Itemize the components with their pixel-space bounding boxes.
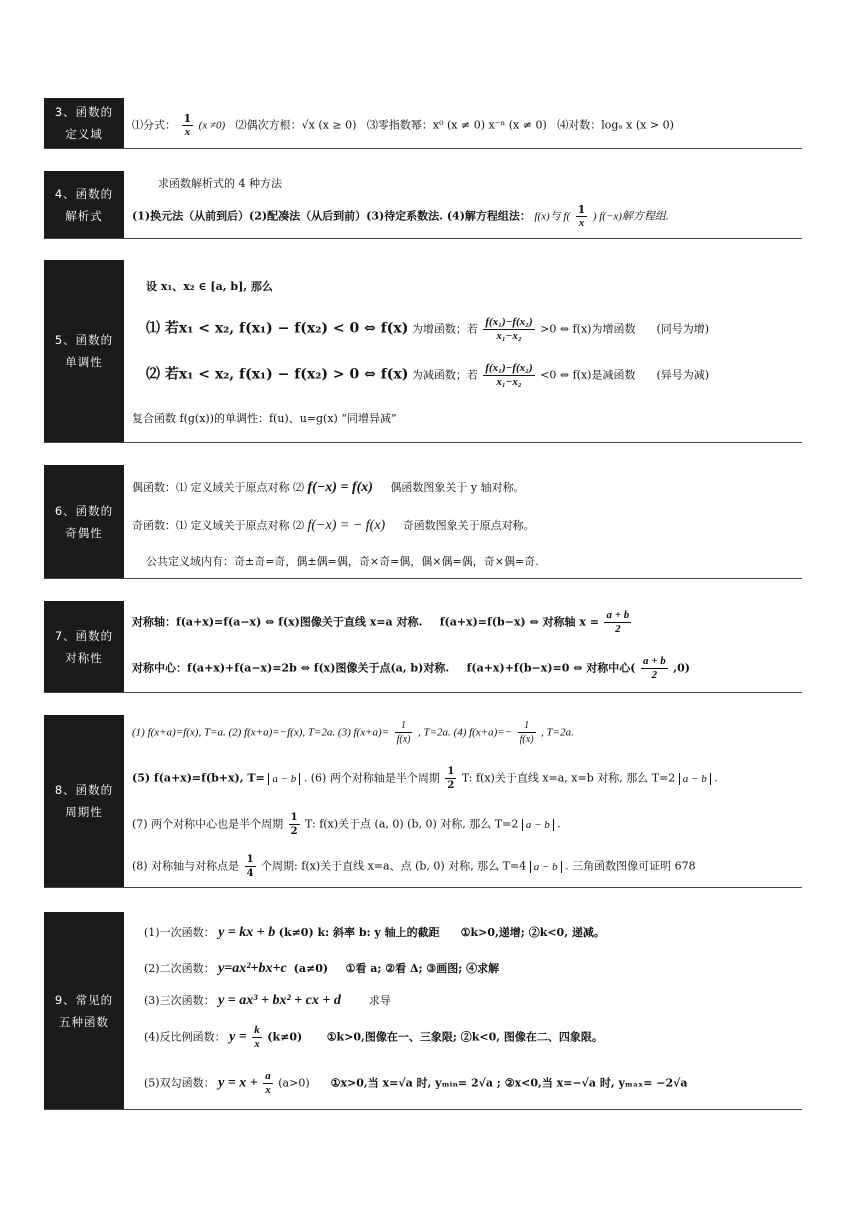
label-line-1: 6、函数的 [54,503,114,518]
section-label [44,98,124,148]
r1-b: , T=2a. (4) f(x+a)=− [417,726,513,739]
section-symmetry [44,601,802,693]
section-content [124,98,802,148]
numerator: a + b [606,609,630,621]
section-label [44,601,124,692]
fraction [245,853,256,880]
numerator: 1 [246,854,254,865]
section-label [44,260,124,442]
fraction [641,655,668,682]
center-a: 对称中心：f(a+x)+f(a−x)=2b ⇔ f(x)图像关于点(a, b)对称. [132,661,450,675]
quadratic-function-row [144,960,499,977]
f2-a: (2)二次函数： [144,962,215,975]
denominator: 2 [651,669,658,681]
fraction [576,203,588,230]
even-root-rule: ⑵偶次方根：√x (x ≥ 0) [235,118,357,132]
numerator: 1 [447,766,455,777]
denominator: f(x) [519,734,534,745]
f1-b: (k≠0) k: 斜率 b: y 轴上的截距 [278,926,440,939]
label-line-2: 五种函数 [59,1014,109,1029]
f4-b: (k≠0) [267,1030,303,1044]
label-line-1: 8、函数的 [54,783,114,797]
decreasing-right: <0 ⇔ f(x)是减函数 [540,368,636,382]
r3-b: T: f(x)关于点 (a, 0) (b, 0) 对称, 那么 T=2 [305,817,519,831]
even-b: 偶函数图象关于 y 轴对称。 [390,481,525,494]
fraction [483,362,534,389]
numerator: 1 [518,719,536,733]
f2-c: ①看 a; ②看 Δ; ③画图; ④求解 [345,962,500,975]
fraction [182,112,194,139]
label-line-1: 9、常见的 [54,992,114,1007]
denominator: x₁−x₂ [496,330,522,342]
f1-equation: y = kx + b [218,925,276,940]
r2-b: . (6) 两个对称轴是半个周期 [303,771,440,785]
composite-rule: 复合函数 f(g(x))的单调性：f(u)、u=g(x) “同增异减” [132,412,397,425]
f3-equation: y = ax³ + bx² + cx + d [218,993,341,1008]
section-period [44,715,802,888]
f4-equation-y: y = [229,1029,247,1045]
center-c: ,0) [673,661,690,675]
increasing-rule [146,316,709,343]
f5-b: (a>0) [278,1076,310,1090]
numerator: k [254,1024,260,1036]
f1-a: (1)一次函数： [144,926,215,939]
section-content [124,171,802,238]
section-five-functions [44,912,802,1110]
section-content [124,465,802,578]
even-a: 偶函数：⑴ 定义域关于原点对称 ⑵ [132,481,304,494]
f1-c: ①k>0,递增; ②k<0, 递减。 [460,926,605,939]
log-rule: ⑷对数：logₐ x (x > 0) [557,118,674,132]
symmetry-axis-rule [132,609,633,636]
label-line-1: 3、函数的 [54,105,114,119]
label-line-1: 7、函数的 [54,628,114,643]
decreasing-left: ⑵ 若x₁ < x₂, f(x₁) − f(x₂) > 0 ⇔ f(x) [146,366,409,383]
zero-power-rule: ⑶零指数幂：x⁰ (x ≠ 0) x⁻ⁿ (x ≠ 0) [366,118,547,132]
denominator: x [184,126,191,138]
f3-a: (3)三次函数： [144,994,215,1007]
even-equation: f(−x) = f(x) [307,480,373,495]
increasing-right: >0 ⇔ f(x)为增函数 [540,322,636,336]
abs-value: a − b [522,819,554,831]
fraction [483,316,534,343]
label-line-2: 单调性 [65,355,103,369]
r3-a: (7) 两个对称中心也是半个周期 [132,817,284,831]
denominator: x [254,1038,260,1050]
label-line-2: 对称性 [65,650,103,665]
label-line-1: 5、函数的 [54,333,114,347]
even-rule [132,479,525,496]
section-domain [44,98,802,149]
period-row-2 [132,765,718,792]
period-row-1 [132,719,574,746]
denominator: x [578,217,585,229]
numerator: 1 [290,812,298,823]
section-content [124,601,802,692]
inverse-function-row [144,1024,603,1051]
numerator: 1 [395,719,413,733]
abs-value: a − b [679,773,711,785]
r3-c: . [557,817,561,831]
odd-a: 奇函数：⑴ 定义域关于原点对称 ⑵ [132,519,304,532]
section-monotonic [44,260,802,443]
decreasing-mid: 为减函数；若 [411,368,478,382]
f5-equation: y = x + [218,1075,258,1091]
method-tail-b: ) f(−x)解方程组. [592,210,669,223]
methods-heading: 求函数解析式的 4 种方法 [158,177,282,190]
section-label [44,912,124,1109]
common-domain-rule: 公共定义域内有：奇±奇=奇，偶±偶=偶，奇×奇=偶，偶×偶=偶，奇×偶=奇. [146,555,539,568]
r2-c: T: f(x)关于直线 x=a, x=b 对称, 那么 T=2 [461,771,676,785]
double-hook-function-row [144,1070,688,1097]
denominator: 2 [290,826,298,837]
abs-value: a − b [268,773,300,785]
denominator: x [265,1084,271,1096]
denominator: 2 [615,623,621,635]
f4-c: ①k>0,图像在一、三象限; ②k<0, 图像在二、四象限。 [326,1030,603,1044]
odd-b: 奇函数图象关于原点对称。 [402,519,535,532]
denominator: 4 [246,868,254,879]
fraction-rule: ⑴分式： [132,118,176,132]
r1-c: , T=2a. [541,726,574,739]
section-analytic [44,171,802,239]
section-content [124,912,802,1109]
label-line-2: 定义域 [65,127,103,141]
label-line-1: 4、函数的 [54,186,114,201]
fraction [518,719,536,746]
axis-a: 对称轴：f(a+x)=f(a−x) ⇔ f(x)图像关于直线 x=a 对称. [132,615,423,629]
r2-d: . [714,771,718,785]
r4-c: . 三角函数图像可证明 678 [565,859,696,873]
monotonic-intro: 设 x₁、x₂ ∈ [a, b], 那么 [146,280,273,293]
r4-a: (8) 对称轴与对称点是 [132,859,240,873]
section-parity [44,465,802,579]
axis-b: f(a+x)=f(b−x) ⇔ 对称轴 x = [439,615,599,629]
section-content [124,260,802,442]
f2-equation: y=ax²+bx+c [218,961,287,976]
section-label [44,171,124,238]
r4-b: 个周期: f(x)关于直线 x=a、点 (b, 0) 对称, 那么 T=4 [261,859,527,873]
numerator: a + b [642,655,666,667]
label-line-2: 周期性 [65,805,103,819]
f5-c: ①x>0,当 x=√a 时, yₘᵢₙ= 2√a ; ②x<0,当 x=−√a 时, yₘₐₓ= −2√a [330,1076,688,1090]
odd-rule [132,517,535,534]
f3-b: 求导 [368,994,391,1007]
fraction [289,811,300,838]
numerator: f(x₁)−f(x₂) [485,362,533,374]
domain-row [132,112,674,139]
method-tail-a: f(x)与 f( [534,210,571,223]
fraction [395,719,413,746]
r1-a: (1) f(x+a)=f(x), T=a. (2) f(x+a)=−f(x), T=2a. (3) f(x+a)= [132,726,390,739]
period-row-3 [132,811,561,838]
denominator: 2 [447,780,455,791]
label-line-2: 解析式 [65,208,103,223]
abs-value: a − b [530,861,562,873]
methods-row [132,203,669,230]
fraction-condition: (x ≠0) [198,119,226,132]
numerator: 1 [183,112,192,125]
fraction [263,1070,273,1097]
period-row-4 [132,853,696,880]
decreasing-note: (异号为减) [656,368,710,382]
odd-equation: f(−x) = − f(x) [307,518,386,533]
numerator: 1 [577,203,586,216]
f5-a: (5)双勾函数： [144,1076,215,1090]
linear-function-row [144,924,605,941]
r2-a: (5) f(a+x)=f(b+x), T= [132,771,265,785]
symmetry-center-rule [132,655,690,682]
f2-b: (a≠0) [293,962,329,975]
denominator: x₁−x₂ [496,376,522,388]
increasing-left: ⑴ 若x₁ < x₂, f(x₁) − f(x₂) < 0 ⇔ f(x) [146,320,409,337]
center-b: f(a+x)+f(b−x)=0 ⇔ 对称中心( [466,661,636,675]
label-line-2: 奇偶性 [65,525,103,540]
cubic-function-row [144,992,391,1009]
increasing-mid: 为增函数；若 [411,322,478,336]
section-label [44,465,124,578]
section-content [124,715,802,887]
methods-list: (1)换元法（从前到后）(2)配凑法（从后到前）(3)待定系数法. (4)解方程组法： [132,209,531,223]
decreasing-rule [146,362,709,389]
fraction [252,1024,262,1051]
denominator: f(x) [396,734,411,745]
section-label [44,715,124,887]
f4-a: (4)反比例函数： [144,1030,226,1044]
increasing-note: (同号为增) [656,322,710,336]
fraction [604,609,631,636]
numerator: a [265,1070,271,1082]
fraction [445,765,456,792]
numerator: f(x₁)−f(x₂) [485,316,533,328]
